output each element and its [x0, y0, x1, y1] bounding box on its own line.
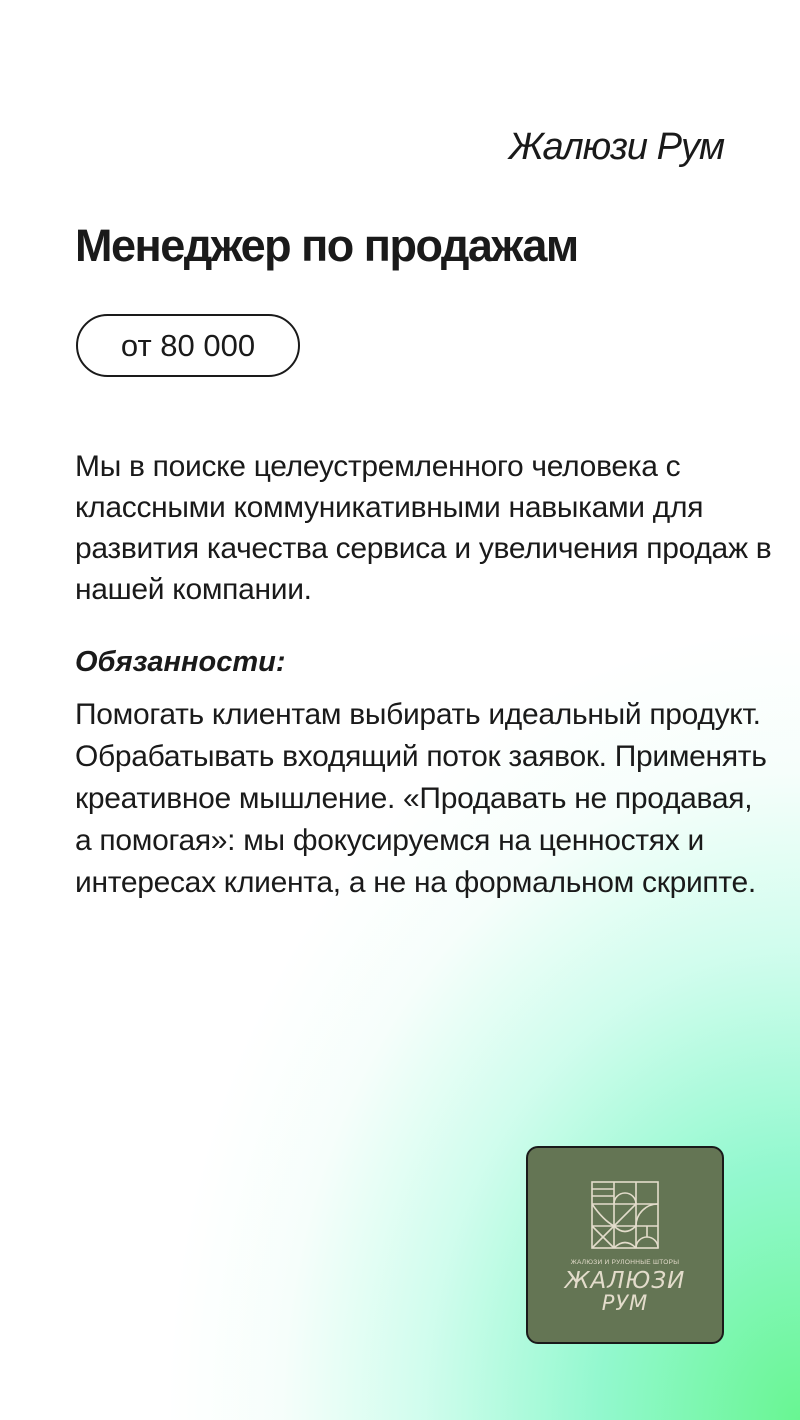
logo-tagline: ЖАЛЮЗИ И РУЛОННЫЕ ШТОРЫ — [570, 1259, 680, 1266]
salary-text: от 80 000 — [120, 327, 256, 363]
company-name: Жалюзи Рум — [508, 126, 724, 168]
logo-name-line2: РУМ — [601, 1291, 649, 1315]
logo-mark-icon — [528, 1148, 722, 1342]
vacancy-intro: Мы в поиске целеустремленного человека с классными коммуникативными навыками для развития качества сервиса и увеличения продаж в нашей компании. — [75, 450, 772, 606]
salary-badge — [76, 314, 300, 377]
logo-name-line1: ЖАЛЮЗИ — [564, 1268, 686, 1294]
duties-heading: Обязанности: — [75, 646, 286, 678]
duties-text: Помогать клиентам выбирать идеальный продукт. Обрабатывать входящий поток заявок. Применять креативное мышление. «Продавать не продавая, а помогая»: мы фокусируемся на ценностях и интересах клиента, а не на формальном скрипте. — [75, 698, 767, 899]
company-logo — [526, 1146, 724, 1344]
vacancy-title: Менеджер по продажам — [75, 220, 578, 271]
